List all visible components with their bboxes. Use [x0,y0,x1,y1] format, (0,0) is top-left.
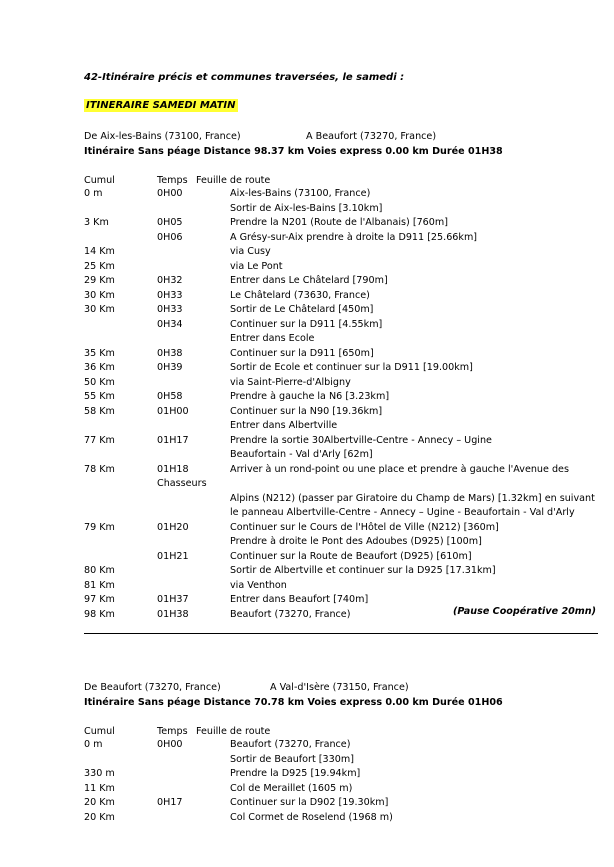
row-cumul: 25 Km [84,260,115,272]
row-temps: 01H20 [157,521,189,533]
row-cumul: 20 Km [84,797,115,808]
row-route: Prendre la sortie 30Albertville-Centre - Annecy – Ugine [230,434,492,446]
second-header-cumul: Cumul [84,726,115,737]
row-route: Continuer sur le Cours de l'Hôtel de Ville (N212) [360m] [230,521,499,533]
row-temps: 01H21 [157,550,189,562]
row-temps: Chasseurs [157,478,207,489]
row-cumul: 30 Km [84,289,115,301]
morning-header-cumul: Cumul [84,175,115,186]
row-temps: 01H17 [157,434,189,446]
row-route: via Cusy [230,246,271,257]
row-cumul: 330 m [84,768,115,779]
row-route: Sortir de Ecole et continuer sur la D911 [19.00km] [230,362,473,373]
row-cumul: 35 Km [84,347,115,359]
morning-header-route: Feuille de route [196,175,271,186]
second-to: A Val-d'Isère (73150, France) [270,682,409,693]
row-cumul: 29 Km [84,275,115,286]
row-route: Aix-les-Bains (73100, France) [230,188,371,199]
row-cumul: 3 Km [84,217,109,228]
row-route: Entrer dans Ecole [230,333,315,344]
row-temps: 01H18 [157,463,189,475]
section-divider [84,633,598,634]
row-route: via Le Pont [230,260,283,272]
row-temps: 0H39 [157,362,183,373]
row-cumul: 50 Km [84,376,115,388]
row-route: Alpins (N212) (passer par Giratoire du Champ de Mars) [1.32km] en suivant [230,492,595,504]
row-route: via Venthon [230,579,287,591]
row-route: Entrer dans Beaufort [740m] [230,594,369,605]
row-temps: 0H17 [157,797,183,808]
row-route: Prendre la N201 (Route de l'Albanais) [760m] [230,217,448,228]
row-route: Continuer sur la D911 [4.55km] [230,318,383,330]
row-route: Beaufort (73270, France) [230,608,351,620]
second-summary: Itinéraire Sans péage Distance 70.78 km Voies express 0.00 km Durée 01H06 [84,697,503,708]
row-cumul: 81 Km [84,579,115,591]
row-cumul: 78 Km [84,463,115,475]
row-route: Continuer sur la D902 [19.30km] [230,797,389,808]
row-temps: 01H00 [157,405,189,417]
row-temps: 01H38 [157,608,189,620]
row-cumul: 79 Km [84,521,115,533]
row-cumul: 55 Km [84,391,115,402]
row-route: Sortir de Albertville et continuer sur la D925 [17.31km] [230,565,496,576]
second-header-temps: Temps [157,726,188,737]
row-route: Continuer sur la N90 [19.36km] [230,405,383,417]
row-cumul: 0 m [84,739,103,750]
row-route: Sortir de Beaufort [330m] [230,753,354,765]
row-route: Col de Meraillet (1605 m) [230,782,353,794]
row-temps: 0H33 [157,289,183,301]
row-route: Sortir de Aix-les-Bains [3.10km] [230,202,383,214]
row-temps: 0H33 [157,304,183,315]
row-temps: 0H06 [157,231,183,243]
row-cumul: 80 Km [84,565,115,576]
row-temps: 0H05 [157,217,183,228]
morning-label [84,100,238,112]
morning-from: De Aix-les-Bains (73100, France) [84,131,241,142]
row-route: A Grésy-sur-Aix prendre à droite la D911 [25.66km] [230,231,478,243]
row-cumul: 97 Km [84,594,115,605]
row-route: Le Châtelard (73630, France) [230,289,370,301]
morning-to: A Beaufort (73270, France) [306,131,437,142]
row-cumul: 11 Km [84,782,115,794]
row-cumul: 0 m [84,188,103,199]
row-temps: 01H37 [157,594,189,605]
row-cumul: 14 Km [84,246,115,257]
row-route: Col Cormet de Roselend (1968 m) [230,811,393,823]
row-temps: 0H00 [157,739,183,750]
pause-note: (Pause Coopérative 20mn) [453,606,597,617]
row-route: Prendre à droite le Pont des Adoubes (D925) [100m] [230,536,482,547]
morning-label-text: ITINERAIRE SAMEDI MATIN [86,100,236,111]
morning-header-temps: Temps [157,175,188,186]
row-temps: 0H32 [157,275,183,286]
row-route: Continuer sur la D911 [650m] [230,347,374,359]
row-temps: 0H34 [157,318,183,330]
row-route: Prendre la D925 [19.94km] [230,768,361,779]
row-route: Arriver à un rond-point ou une place et prendre à gauche l'Avenue des [230,463,569,475]
row-cumul: 36 Km [84,362,115,373]
section-heading: 42-Itinéraire précis et communes traversées, le samedi : [84,72,405,83]
row-route: Entrer dans Le Châtelard [790m] [230,275,388,286]
row-temps: 0H00 [157,188,183,199]
row-route: Continuer sur la Route de Beaufort (D925) [610m] [230,550,472,562]
second-header-route: Feuille de route [196,726,271,737]
row-cumul: 58 Km [84,405,115,417]
row-route: Prendre à gauche la N6 [3.23km] [230,391,390,402]
row-temps: 0H38 [157,347,183,359]
second-from: De Beaufort (73270, France) [84,682,221,693]
row-route: Sortir de Le Châtelard [450m] [230,304,374,315]
row-cumul: 20 Km [84,811,115,823]
morning-summary: Itinéraire Sans péage Distance 98.37 km Voies express 0.00 km Durée 01H38 [84,146,503,157]
row-route: Beaufortain - Val d'Arly [62m] [230,449,373,460]
row-route: Entrer dans Albertville [230,420,338,431]
row-cumul: 98 Km [84,608,115,620]
row-route: Beaufort (73270, France) [230,739,351,750]
row-route: via Saint-Pierre-d'Albigny [230,376,351,388]
row-route: le panneau Albertville-Centre - Annecy – Ugine - Beaufortain - Val d'Arly [230,507,575,518]
row-temps: 0H58 [157,391,183,402]
row-cumul: 30 Km [84,304,115,315]
row-cumul: 77 Km [84,434,115,446]
